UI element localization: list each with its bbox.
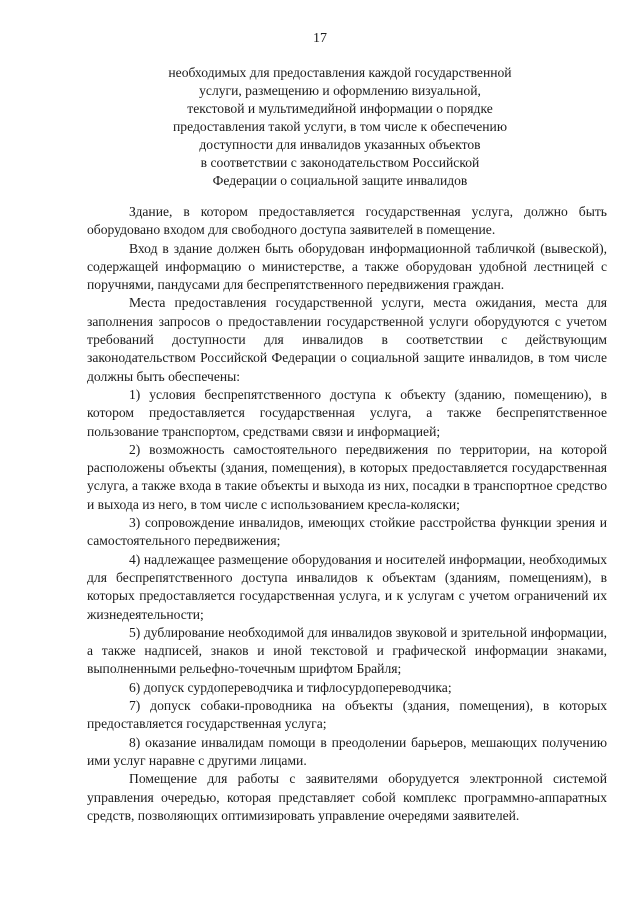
list-item-3: 3) сопровождение инвалидов, имеющих стойкие расстройства функции зрения и самостоятельного передвижения; [87,515,607,549]
heading-line: предоставления такой услуги, в том числе к обеспечению [173,119,507,134]
paragraph-queue-system: Помещение для работы с заявителями оборудуется электронной системой управления очередью, которая представляет собой комплекс программно-аппаратных средств, позволяющих оптимизировать управление очередями заявителей. [87,771,607,823]
body-text [87,203,607,825]
section-heading [120,64,560,190]
heading-line: необходимых для предоставления каждой государственной [168,65,512,80]
list-item-8: 8) оказание инвалидам помощи в преодолении барьеров, мешающих получению ими услуг наравне с другими лицами. [87,734,607,768]
list-item-1: 1) условия беспрепятственного доступа к объекту (зданию, помещению), в котором предоставляется государственная услуга, а также беспрепятственное пользование транспортом, средствами связи и информацией; [87,386,607,439]
paragraph-accessibility-requirements: Места предоставления государственной услуги, места ожидания, места для заполнения запросов о предоставлении государственной услуги оборудуются с учетом требований доступности для инвалидов в соответствии с действующим законодательством Российской Федерации о социальной защите инвалидов, в том числе должны быть обеспечены: [87,295,607,384]
heading-line: услуги, размещению и оформлению визуальной, [199,83,481,98]
list-item-4: 4) надлежащее размещение оборудования и носителей информации, необходимых для беспрепятственного доступа инвалидов к объектам (зданиям, помещениям), в которых предоставляется государственная услуга, и к услугам с учетом ограничений их жизнедеятельности; [87,551,607,622]
list-item-2: 2) возможность самостоятельного передвижения по территории, на которой расположены объекты (здания, помещения), в которых предоставляется государственная услуга, а также входа в такие объекты и выхода из них, посадки в транспортное средство и выхода из него, в том числе с использованием кресла-коляски; [87,441,607,512]
heading-line: Федерации о социальной защите инвалидов [212,173,468,188]
paragraph-entrance-sign: Вход в здание должен быть оборудован информационной табличкой (вывеской), содержащей информацию о министерстве, а также оборудован удобной лестницей с поручнями, пандусами для беспрепятственного передвижения граждан. [87,240,607,293]
paragraph-building-entrance: Здание, в котором предоставляется государственная услуга, должно быть оборудовано входом для свободного доступа заявителей в помещение. [87,204,607,238]
list-item-7: 7) допуск собаки-проводника на объекты (здания, помещения), в которых предоставляется государственная услуга; [87,698,607,732]
heading-line: в соответствии с законодательством Российской [200,155,480,170]
page-number: 17 [313,31,327,46]
list-item-5: 5) дублирование необходимой для инвалидов звуковой и зрительной информации, а также надписей, знаков и иной текстовой и графической информации знаками, выполненными рельефно-точечным шрифтом Брайля; [87,624,607,677]
heading-line: доступности для инвалидов указанных объектов [199,137,481,152]
heading-line: текстовой и мультимедийной информации о порядке [187,101,493,116]
list-item-6: 6) допуск сурдопереводчика и тифлосурдопереводчика; [129,679,452,695]
